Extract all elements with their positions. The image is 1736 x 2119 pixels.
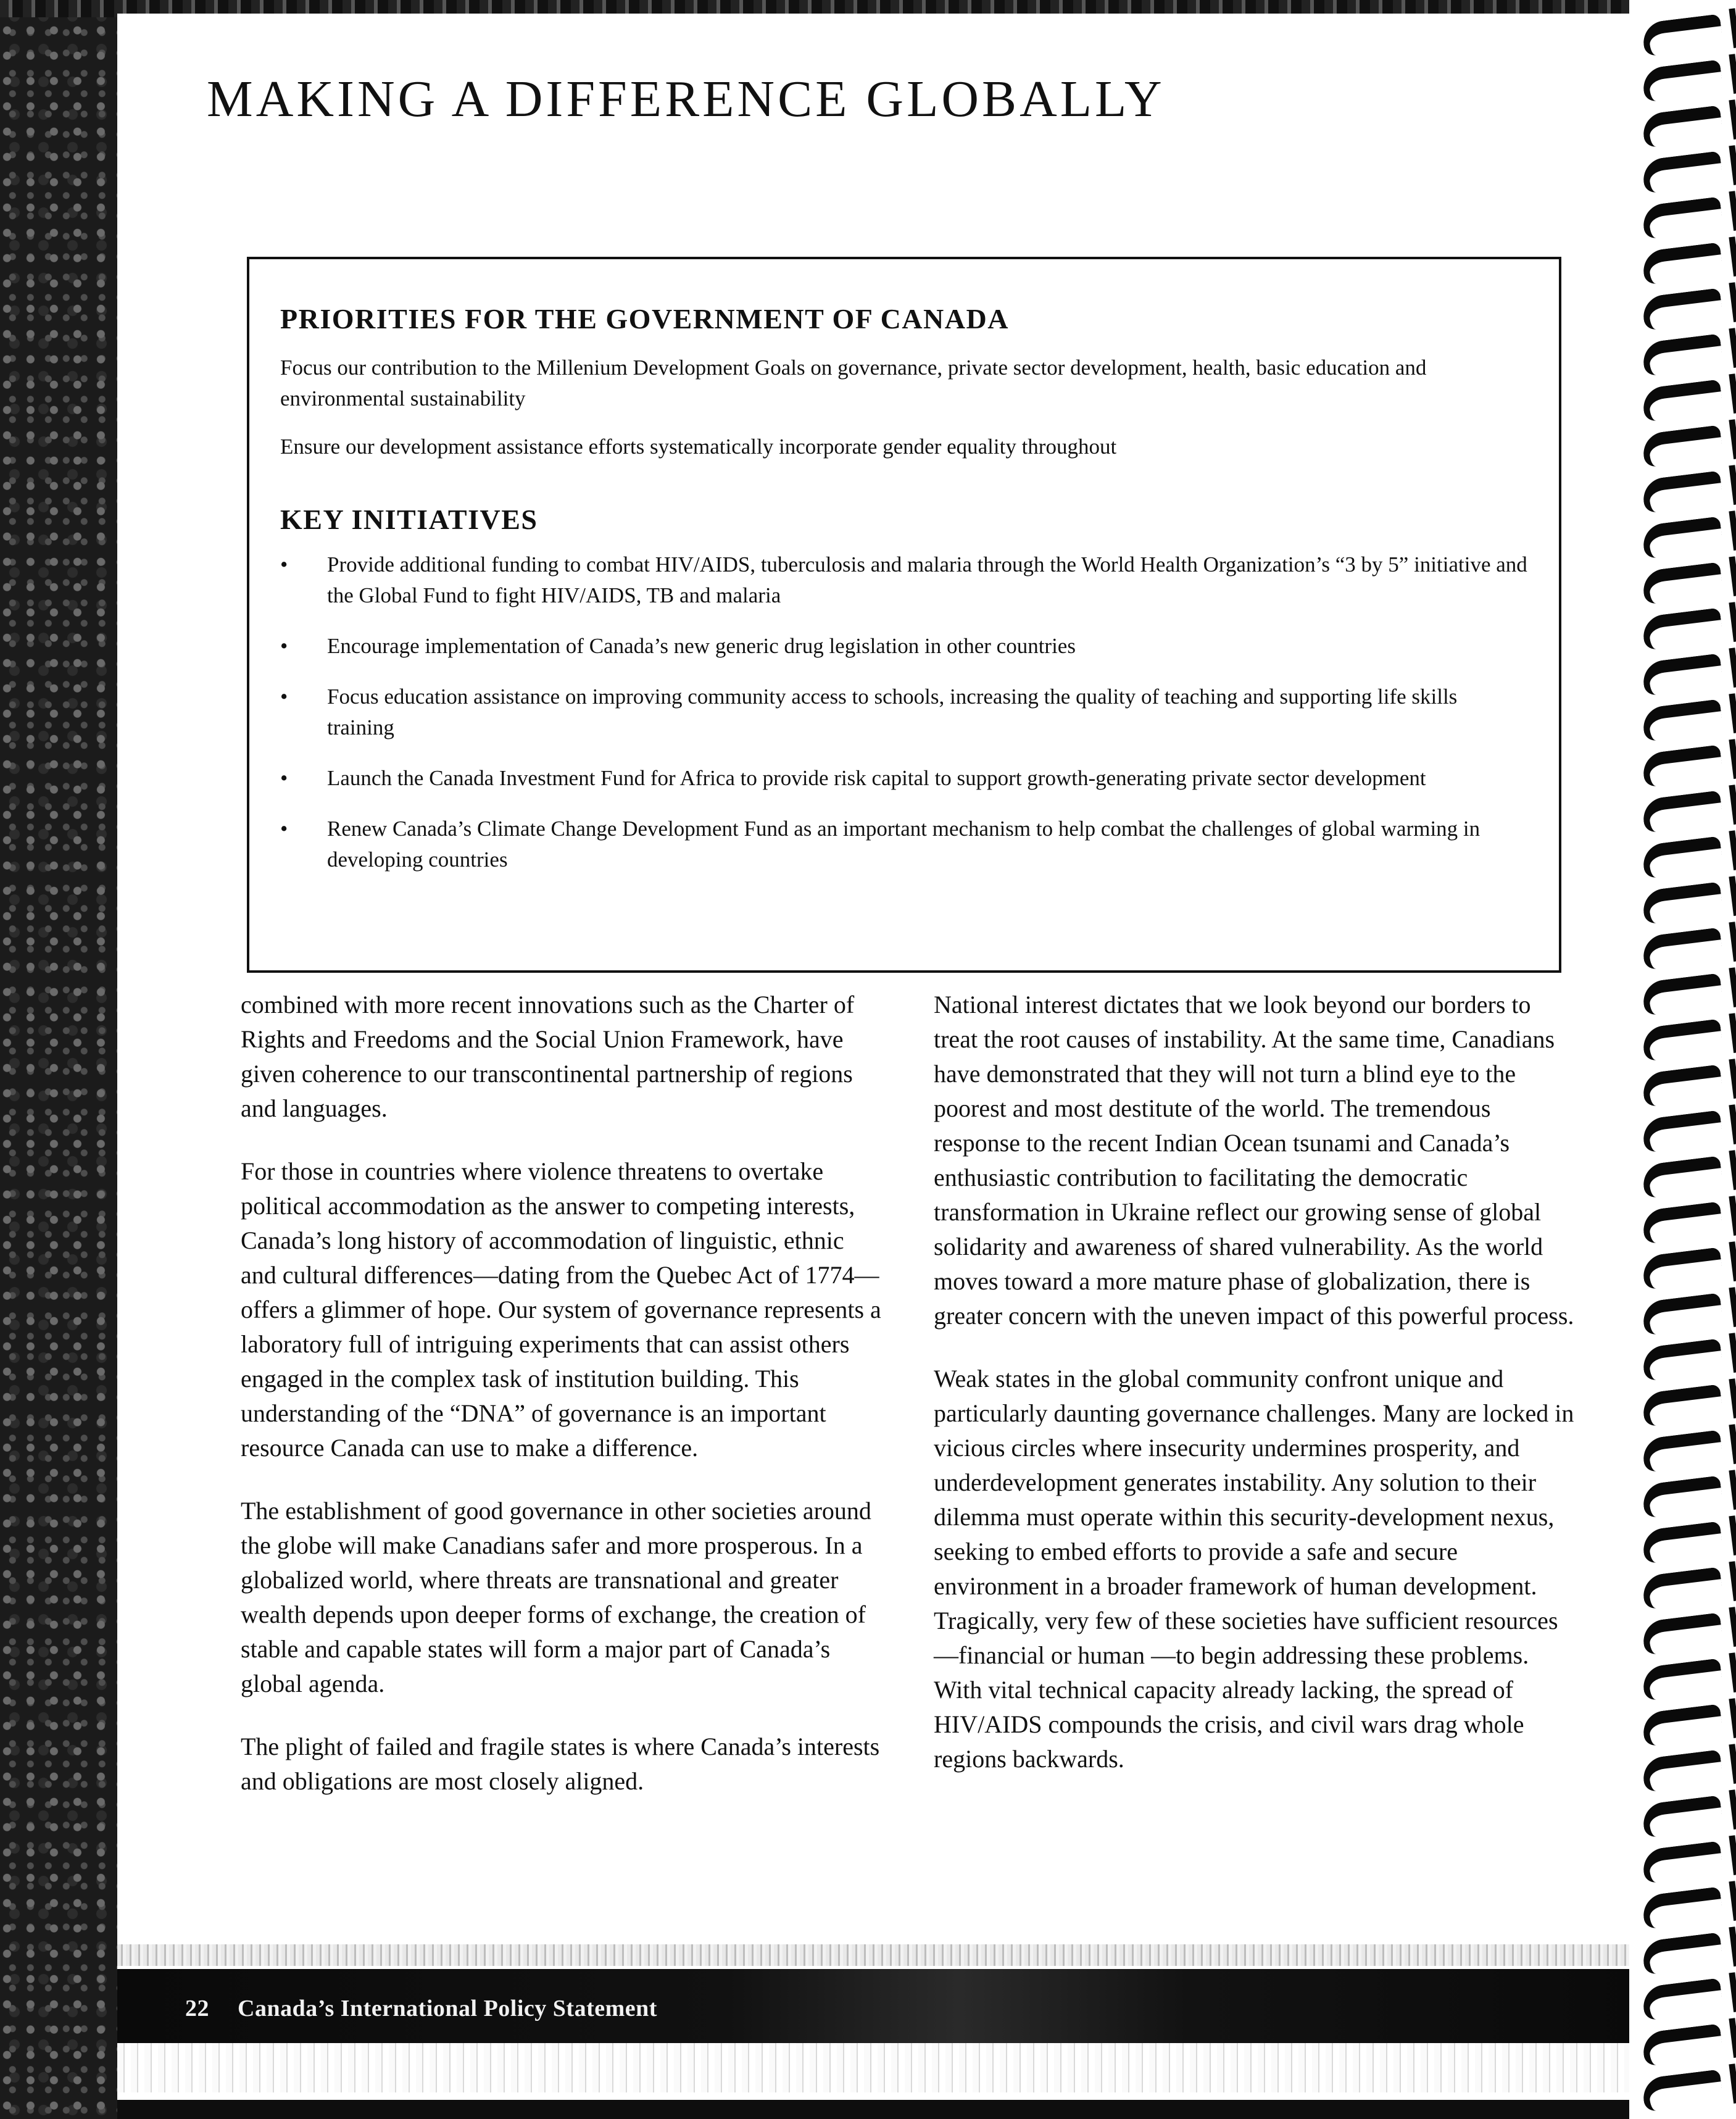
binding-ring-icon: [1641, 1247, 1724, 1289]
page-footer: [185, 1995, 657, 2022]
binding-ring-icon: [1641, 2023, 1724, 2066]
footer-texture: [117, 2043, 1648, 2092]
binding-ring-icon: [1641, 1064, 1724, 1107]
binding-ring-icon: [1641, 1384, 1724, 1426]
initiative-text: Encourage implementation of Canada’s new generic drug legislation in other countries: [327, 634, 1076, 658]
binding-ring-icon: [1641, 151, 1724, 193]
binding-ring-icon: [1641, 333, 1724, 376]
list-item: [280, 763, 1528, 794]
binding-ring-icon: [1641, 425, 1724, 467]
binding-ring-icon: [1641, 836, 1724, 878]
list-item: [280, 681, 1528, 743]
binding-ring-icon: [1641, 699, 1724, 741]
binding-ring-icon: [1641, 790, 1724, 833]
binding-ring-icon: [1641, 1521, 1724, 1563]
scanned-left-edge: [0, 0, 117, 2119]
list-item: [280, 549, 1528, 611]
binding-ring-icon: [1641, 196, 1724, 239]
binding-ring-icon: [1641, 1841, 1724, 1883]
bullet-icon: •: [280, 817, 288, 841]
page-number: 22: [185, 1996, 209, 2021]
binding-ring-icon: [1641, 1932, 1724, 1975]
binding-ring-icon: [1641, 562, 1724, 604]
body-column-right: [934, 988, 1579, 1805]
binding-ring-icon: [1641, 1749, 1724, 1792]
body-paragraph: combined with more recent innovations such as the Charter of Rights and Freedoms and the Social Union Framework, have given coherence to our transcontinental partnership of regions and languages.: [241, 991, 855, 1122]
binding-ring-icon: [1641, 1018, 1724, 1061]
binding-ring-icon: [1641, 607, 1724, 650]
priorities-box: [247, 257, 1561, 973]
binding-ring-icon: [1641, 470, 1724, 513]
key-initiatives-heading: KEY INITIATIVES: [280, 504, 538, 535]
binding-ring-icon: [1641, 1567, 1724, 1609]
bullet-icon: •: [280, 766, 288, 790]
initiative-text: Provide additional funding to combat HIV/AIDS, tuberculosis and malaria through the World Health Organization’s “3 by 5” initiative and the Global Fund to fight HIV/AIDS, TB and malaria: [327, 552, 1527, 607]
binding-ring-icon: [1641, 1886, 1724, 1929]
binding-ring-icon: [1641, 973, 1724, 1015]
binding-ring-icon: [1641, 1978, 1724, 2020]
bullet-icon: •: [280, 685, 288, 709]
binding-ring-icon: [1641, 653, 1724, 696]
binding-ring-icon: [1641, 1704, 1724, 1746]
binding-ring-icon: [1641, 379, 1724, 422]
page-title: MAKING A DIFFERENCE GLOBALLY: [207, 70, 1165, 128]
bullet-icon: •: [280, 634, 288, 658]
body-paragraph: Weak states in the global community confront unique and particularly daunting governance challenges. Many are locked in vicious circles where insecurity undermines prosperity, and underdevelopment generates instability. Any solution to their dilemma must operate within this security-development nexus, seeking to embed efforts to provide a safe and secure environment in a broader framework of human development. Tragically, very few of these societies have sufficient resources—financial or human —to begin addressing these problems. With vital technical capacity already lacking, the spread of HIV/AIDS compounds the crisis, and civil wars drag whole regions backwards.: [934, 1365, 1574, 1773]
binding-ring-icon: [1641, 927, 1724, 970]
body-paragraph: For those in countries where violence threatens to overtake political accommodation as the answer to competing interests, Canada’s long history of accommodation of linguistic, ethnic and cultural differences—dating from the Quebec Act of 1774—offers a glimmer of hope. Our system of governance represents a laboratory full of intriguing experiments that can assist others engaged in the complex task of institution building. This understanding of the “DNA” of governance is an important resource Canada can use to make a difference.: [241, 1157, 881, 1462]
initiative-text: Launch the Canada Investment Fund for Africa to provide risk capital to support growth-generating private sector development: [327, 766, 1426, 790]
bullet-icon: •: [280, 552, 288, 577]
initiative-text: Focus education assistance on improving community access to schools, increasing the quality of teaching and supporting life skills training: [327, 685, 1458, 739]
priorities-heading: PRIORITIES FOR THE GOVERNMENT OF CANADA: [280, 303, 1009, 335]
priority-paragraph: Ensure our development assistance efforts systematically incorporate gender equality throughout: [280, 435, 1117, 459]
initiatives-list: [280, 549, 1528, 875]
binding-ring-icon: [1641, 288, 1724, 330]
binding-ring-icon: [1641, 1430, 1724, 1472]
body-paragraph: National interest dictates that we look beyond our borders to treat the root causes of instability. At the same time, Canadians have demonstrated that they will not turn a blind eye to the poorest and most destitute of the world. The tremendous response to the recent Indian Ocean tsunami and Canada’s enthusiastic contribution to facilitating the democratic transformation in Ukraine reflect our growing sense of global solidarity and awareness of shared vulnerability. As the world moves toward a more mature phase of globalization, there is greater concern with the uneven impact of this powerful process.: [934, 991, 1574, 1330]
binding-ring-icon: [1641, 242, 1724, 285]
binding-ring-icon: [1641, 1795, 1724, 1838]
body-paragraph: The plight of failed and fragile states is where Canada’s interests and obligations are most closely aligned.: [241, 1733, 880, 1795]
binding-ring-icon: [1641, 14, 1724, 56]
binding-ring-icon: [1641, 1338, 1724, 1381]
list-item: [280, 631, 1528, 662]
binding-ring-icon: [1641, 1155, 1724, 1198]
footer-texture: [117, 1944, 1648, 1966]
list-item: [280, 814, 1528, 875]
binding-ring-icon: [1641, 516, 1724, 559]
publication-title: Canada’s International Policy Statement: [238, 1996, 657, 2021]
binding-ring-icon: [1641, 881, 1724, 924]
spiral-binding: [1629, 0, 1736, 2119]
body-paragraph: The establishment of good governance in other societies around the globe will make Canadians safer and more prosperous. In a globalized world, where threats are transnational and greater wealth depends upon deeper forms of exchange, the creation of stable and capable states will form a major part of Canada’s global agenda.: [241, 1497, 871, 1697]
initiative-text: Renew Canada’s Climate Change Development Fund as an important mechanism to help combat the challenges of global warming in developing countries: [327, 817, 1481, 872]
binding-ring-icon: [1641, 1110, 1724, 1152]
binding-ring-icon: [1641, 1293, 1724, 1335]
binding-ring-icon: [1641, 59, 1724, 102]
body-column-left: [241, 988, 886, 1827]
binding-ring-icon: [1641, 1658, 1724, 1701]
binding-ring-icon: [1641, 1475, 1724, 1518]
binding-ring-icon: [1641, 1612, 1724, 1655]
binding-ring-icon: [1641, 105, 1724, 148]
binding-ring-icon: [1641, 1201, 1724, 1244]
priority-paragraph: Focus our contribution to the Millenium Development Goals on governance, private sector development, health, basic education and environmental sustainability: [280, 356, 1427, 410]
binding-ring-icon: [1641, 2069, 1724, 2112]
binding-ring-icon: [1641, 744, 1724, 787]
